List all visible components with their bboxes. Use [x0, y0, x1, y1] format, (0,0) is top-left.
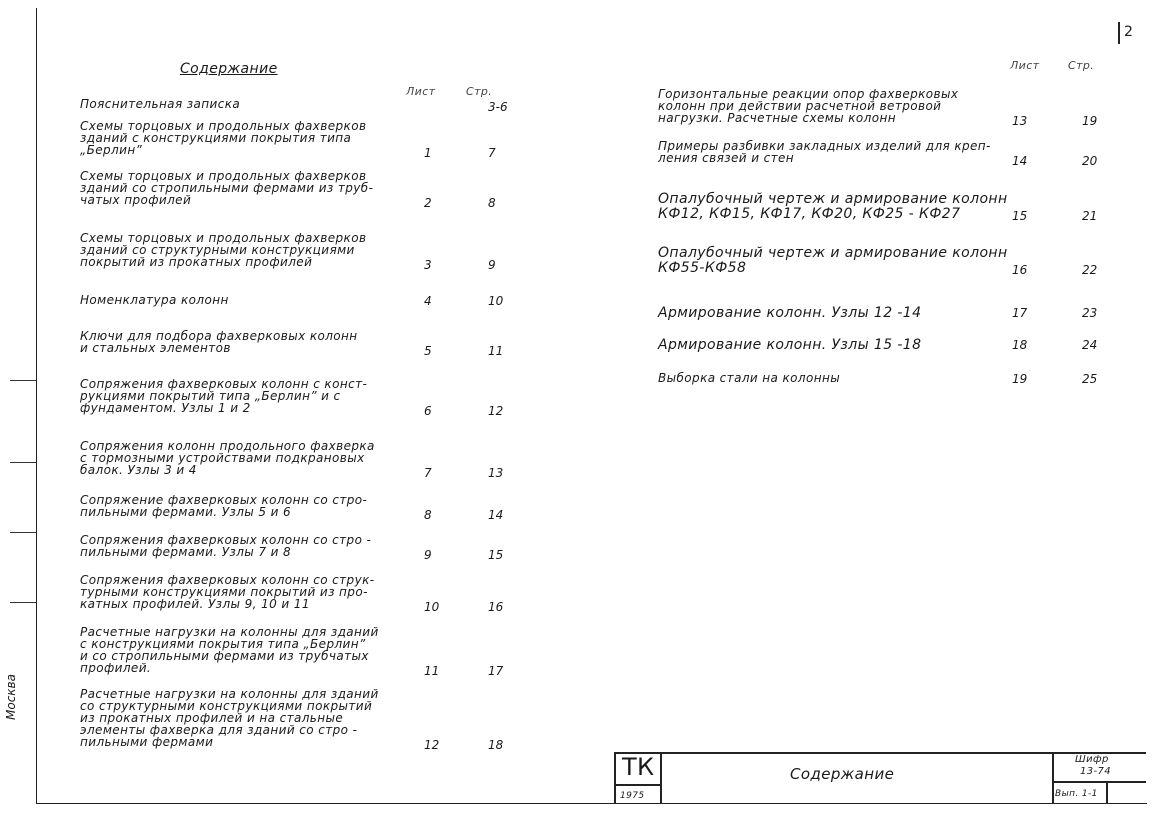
left-entry-sheet: 8 [424, 508, 432, 522]
stamp-left-line [614, 752, 616, 803]
left-entry-line: зданий со стропильными фермами из труб- [80, 181, 374, 195]
page-number-divider [1118, 22, 1120, 44]
right-entry-sheet: 14 [1012, 154, 1028, 168]
left-entry-sheet: 4 [424, 294, 432, 308]
margin-tick [10, 380, 36, 381]
right-entry-line: Опалубочный чертеж и армирование колонн [658, 245, 1008, 261]
left-entry-line: Схемы торцовых и продольных фахверков [80, 231, 367, 245]
left-entry-line: Номенклатура колонн [80, 293, 229, 307]
left-entry-line: пильными фермами. Узлы 7 и 8 [80, 545, 292, 559]
right-entry-line: Горизонтальные реакции опор фахверковых [658, 87, 959, 101]
right-entry-sheet: 16 [1012, 263, 1028, 277]
left-entry-line: рукциями покрытий типа „Берлин” и с [80, 389, 341, 403]
left-entry-line: с конструкциями покрытия типа „Берлин” [80, 637, 366, 651]
right-entry-sheet: 18 [1012, 338, 1028, 352]
right-entry-sheet: 17 [1012, 306, 1028, 320]
right-entry-line: КФ55-КФ58 [658, 260, 747, 276]
left-entry-line: зданий со структурными конструкциями [80, 243, 355, 257]
left-entry-line: с тормозными устройствами подкрановых [80, 451, 365, 465]
stamp-divider [1052, 781, 1146, 783]
left-entry-page: 9 [488, 258, 496, 272]
left-entry-line: пильными фермами. Узлы 5 и 6 [80, 505, 292, 519]
right-entry-page: 21 [1082, 209, 1098, 223]
right-entry-page: 22 [1082, 263, 1098, 277]
left-entry-page: 13 [488, 466, 504, 480]
left-entry-line: Пояснительная записка [80, 97, 241, 111]
left-entry-page: 15 [488, 548, 504, 562]
right-entry-page: 19 [1082, 114, 1098, 128]
left-entry-line: зданий с конструкциями покрытия типа [80, 131, 352, 145]
right-header-page: Стр. [1068, 59, 1095, 72]
left-entry-page: 3-6 [488, 100, 508, 114]
left-entry-line: Сопряжения фахверковых колонн с конст- [80, 377, 368, 391]
right-entry-page: 23 [1082, 306, 1098, 320]
right-entry-line: КФ12, КФ15, КФ17, КФ20, КФ25 - КФ27 [658, 206, 961, 222]
left-entry-line: Сопряжения колонн продольного фахверка [80, 439, 375, 453]
margin-tick [10, 602, 36, 603]
left-entry-page: 16 [488, 600, 504, 614]
stamp-volume: Вып. 1-1 [1055, 789, 1098, 799]
left-entry-sheet: 1 [424, 146, 432, 160]
right-entry-page: 20 [1082, 154, 1098, 168]
left-entry-sheet: 9 [424, 548, 432, 562]
left-entry-sheet: 10 [424, 600, 440, 614]
left-entry-line: Сопряжения фахверковых колонн со струк- [80, 573, 375, 587]
left-entry-line: фундаментом. Узлы 1 и 2 [80, 401, 251, 415]
right-entry-page: 24 [1082, 338, 1098, 352]
left-entry-line: турными конструкциями покрытий из про- [80, 585, 368, 599]
right-entry-line: Выборка стали на колонны [658, 371, 841, 385]
left-entry-line: чатых профилей [80, 193, 192, 207]
left-entry-page: 14 [488, 508, 504, 522]
stamp-series: ТК [622, 753, 655, 781]
left-entry-sheet: 3 [424, 258, 432, 272]
left-entry-page: 8 [488, 196, 496, 210]
left-entry-line: Ключи для подбора фахверковых колонн [80, 329, 358, 343]
left-entry-line: Сопряжения фахверковых колонн со стро - [80, 533, 372, 547]
page-number: 2 [1124, 24, 1134, 40]
right-entry-line: ления связей и стен [658, 151, 795, 165]
left-header-sheet: Лист [406, 85, 436, 98]
left-entry-line: Схемы торцовых и продольных фахверков [80, 169, 367, 183]
left-entry-line: профилей. [80, 661, 152, 675]
left-entry-line: элементы фахверка для зданий со стро - [80, 723, 358, 737]
left-entry-line: „Берлин” [80, 143, 143, 157]
stamp-code-value: 13-74 [1080, 766, 1112, 777]
stamp-top-line [614, 752, 1146, 754]
left-entry-page: 11 [488, 344, 504, 358]
stamp-title: Содержание [790, 765, 895, 783]
right-entry-line: Армирование колонн. Узлы 12 -14 [658, 305, 922, 321]
right-entry-line: Армирование колонн. Узлы 15 -18 [658, 337, 922, 353]
page-title: Содержание [180, 61, 278, 77]
side-label: Москва [4, 674, 18, 720]
left-entry-line: и со стропильными фермами из трубчатых [80, 649, 369, 663]
left-entry-line: со структурными конструкциями покрытий [80, 699, 373, 713]
right-header-sheet: Лист [1010, 59, 1040, 72]
left-entry-page: 17 [488, 664, 504, 678]
left-entry-page: 10 [488, 294, 504, 308]
left-entry-line: Расчетные нагрузки на колонны для зданий [80, 687, 379, 701]
margin-tick [10, 462, 36, 463]
left-entry-line: из прокатных профилей и на стальные [80, 711, 344, 725]
left-entry-sheet: 2 [424, 196, 432, 210]
stamp-year: 1975 [620, 791, 645, 801]
stamp-divider [1052, 752, 1054, 803]
left-entry-page: 18 [488, 738, 504, 752]
right-entry-line: колонн при действии расчетной ветровой [658, 99, 942, 113]
left-entry-sheet: 11 [424, 664, 440, 678]
right-entry-sheet: 13 [1012, 114, 1028, 128]
left-entry-line: балок. Узлы 3 и 4 [80, 463, 197, 477]
right-entry-line: Опалубочный чертеж и армирование колонн [658, 191, 1008, 207]
left-entry-line: пильными фермами [80, 735, 214, 749]
stamp-divider [660, 752, 662, 803]
left-entry-sheet: 7 [424, 466, 432, 480]
left-entry-sheet: 12 [424, 738, 440, 752]
left-entry-line: покрытий из прокатных профилей [80, 255, 313, 269]
stamp-divider [614, 784, 660, 786]
left-entry-line: катных профилей. Узлы 9, 10 и 11 [80, 597, 310, 611]
right-entry-line: нагрузки. Расчетные схемы колонн [658, 111, 896, 125]
left-entry-sheet: 5 [424, 344, 432, 358]
stamp-code-label: Шифр [1075, 754, 1109, 765]
left-entry-page: 12 [488, 404, 504, 418]
left-entry-line: Расчетные нагрузки на колонны для зданий [80, 625, 379, 639]
left-entry-line: и стальных элементов [80, 341, 231, 355]
left-header-page: Стр. [466, 85, 493, 98]
left-entry-page: 7 [488, 146, 496, 160]
right-entry-page: 25 [1082, 372, 1098, 386]
left-entry-line: Сопряжение фахверковых колонн со стро- [80, 493, 368, 507]
stamp-divider [1106, 781, 1108, 803]
margin-tick [10, 532, 36, 533]
left-entry-sheet: 6 [424, 404, 432, 418]
left-entry-line: Схемы торцовых и продольных фахверков [80, 119, 367, 133]
right-entry-line: Примеры разбивки закладных изделий для креп- [658, 139, 991, 153]
right-entry-sheet: 19 [1012, 372, 1028, 386]
right-entry-sheet: 15 [1012, 209, 1028, 223]
